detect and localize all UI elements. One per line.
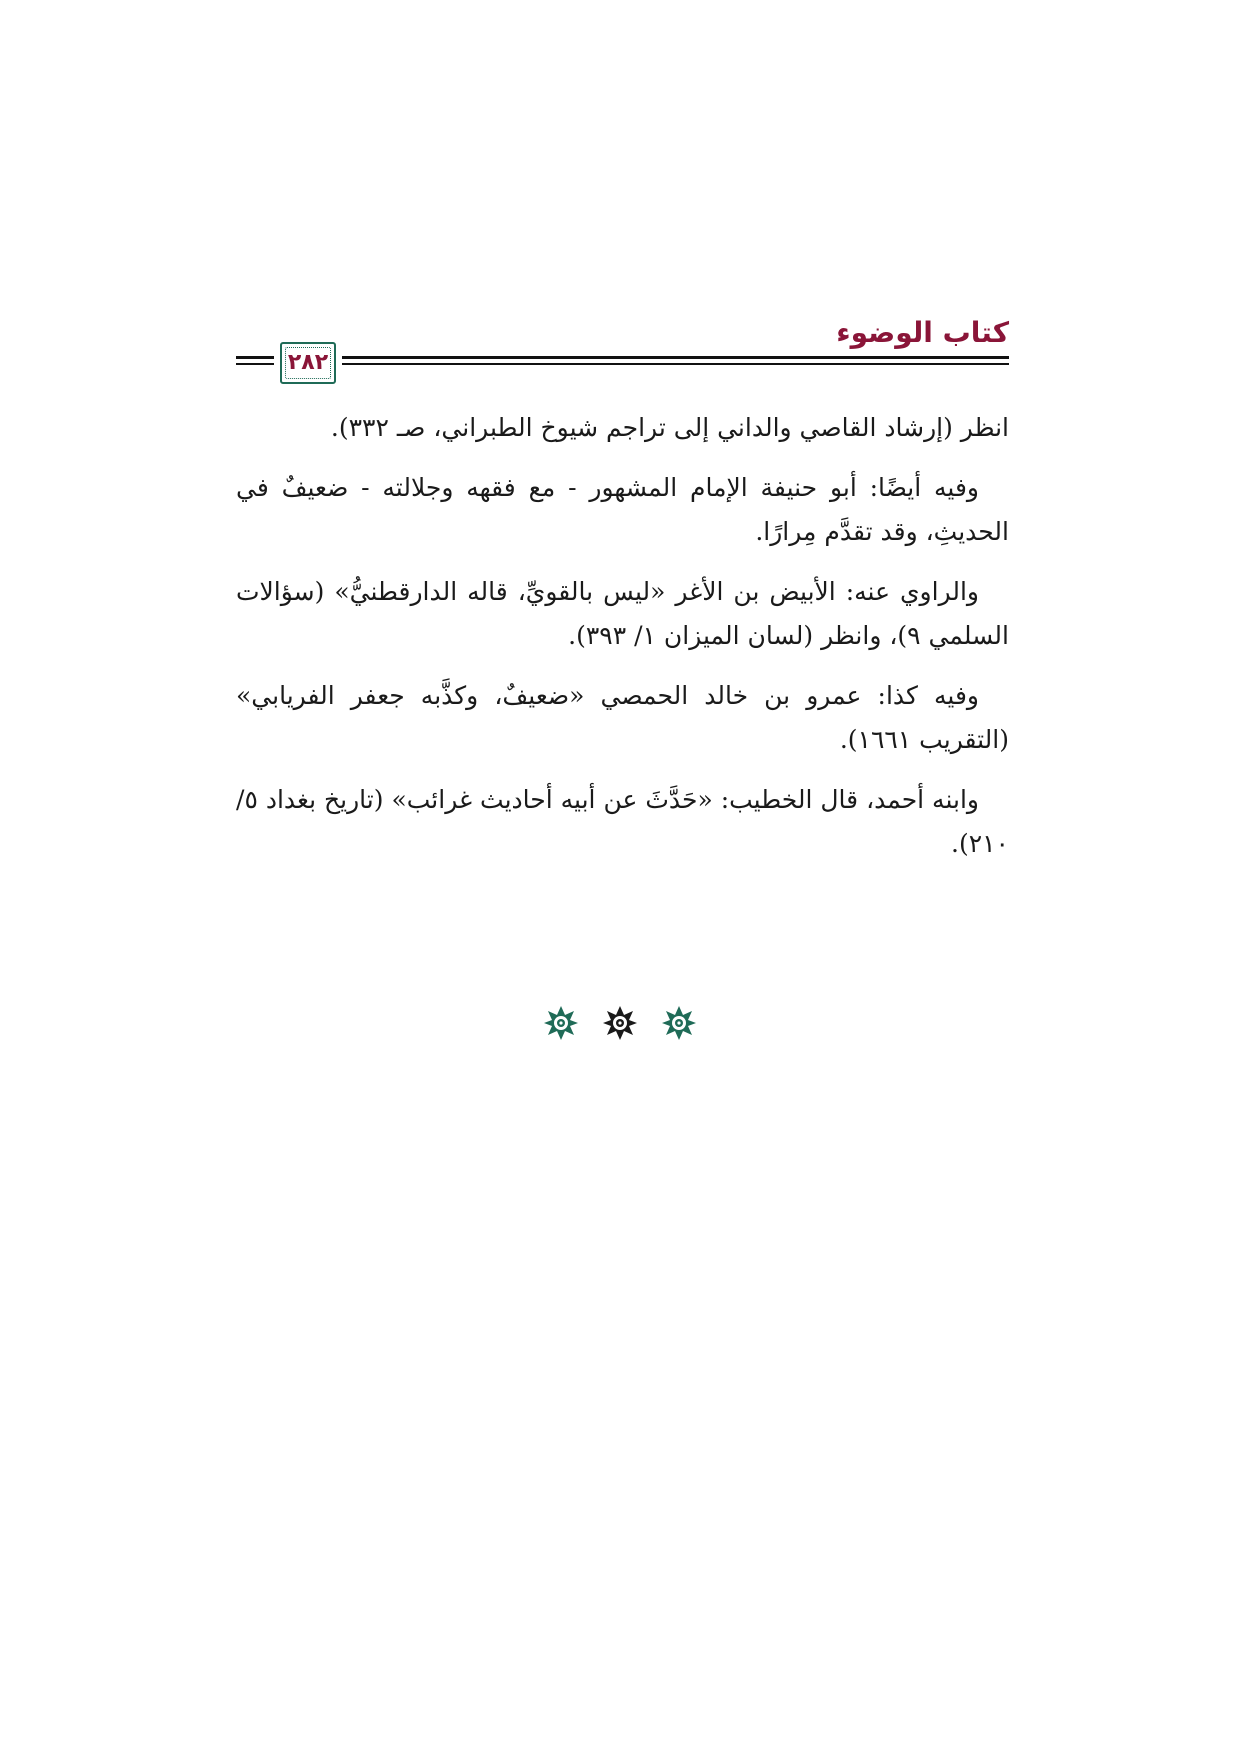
paragraph: وفيه أيضًا: أبو حنيفة الإمام المشهور - مع فقهه وجلالته - ضعيفٌ في الحديثِ، وقد تقدَّم مِرارًا. — [236, 473, 1009, 546]
header-rule-thick — [236, 356, 1009, 359]
body-text — [236, 406, 1009, 882]
flower-ornament-icon — [543, 1005, 579, 1041]
page-number: ٢٨٢ — [287, 350, 329, 375]
running-header — [236, 312, 1009, 392]
header-rule-thin — [236, 363, 1009, 365]
paragraph: وفيه كذا: عمرو بن خالد الحمصي «ضعيفٌ، وكذَّبه جعفر الفريابي» (التقريب ١٦٦١). — [236, 681, 1009, 754]
flower-ornament-icon — [661, 1005, 697, 1041]
flower-ornament-icon — [602, 1005, 638, 1041]
page-number-badge — [280, 342, 336, 384]
paragraph: انظر (إرشاد القاصي والداني إلى تراجم شيوخ الطبراني، صـ ٣٣٢). — [330, 413, 1009, 442]
chapter-title: كتاب الوضوء — [836, 316, 1009, 349]
paragraph: والراوي عنه: الأبيض بن الأغر «ليس بالقويِّ، قاله الدارقطنيُّ» (سؤالات السلمي ٩)، وانظر (لسان الميزان ١/ ٣٩٣). — [236, 577, 1009, 650]
section-end-ornaments — [0, 1005, 1240, 1045]
paragraph: وابنه أحمد، قال الخطيب: «حَدَّثَ عن أبيه أحاديث غرائب» (تاريخ بغداد ٥/ ٢١٠). — [236, 785, 1009, 858]
